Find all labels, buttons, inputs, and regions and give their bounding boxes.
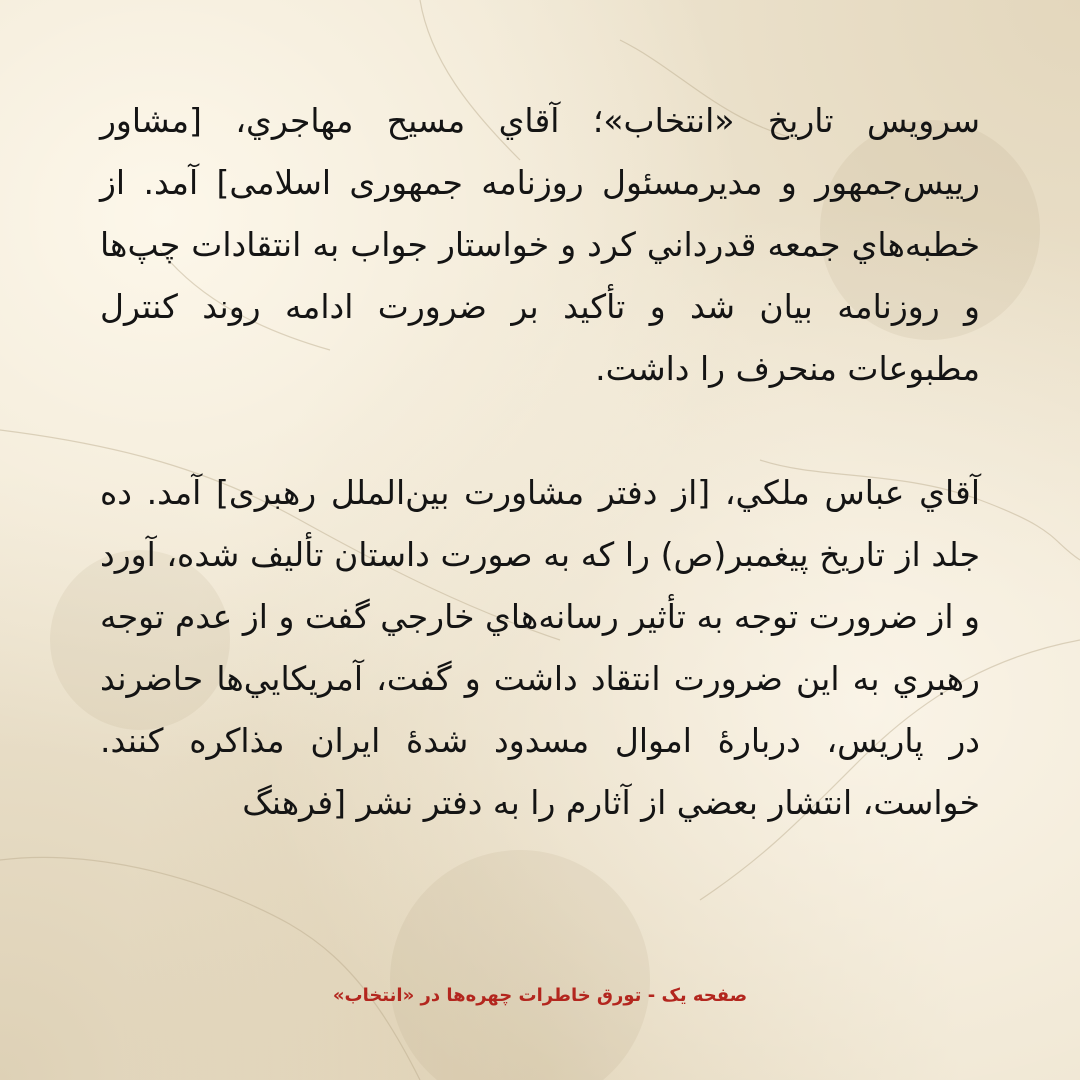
page-footer-caption: صفحه یک - تورق خاطرات چهره‌ها در «انتخاب»: [332, 985, 748, 1006]
paragraph-1: سرویس تاریخ «انتخاب»؛ آقاي مسیح مهاجري، [مشاور رییس‌جمهور و مدیرمسئول روزنامه جمهوری اسلامی] آمد. از خطبه‌هاي جمعه قدرداني کرد و خواستار جواب به انتقادات چپ‌ها و روزنامه بیان شد و تأکید بر ضرورت ادامه روند کنترل مطبوعات منحرف را داشت.: [100, 101, 980, 388]
paragraph-2: آقاي عباس ملکي، [از دفتر مشاورت بین‌الملل رهبری] آمد. ده جلد از تاریخ پیغمبر(ص) را که به صورت داستان تألیف شده، آورد و از ضرورت توجه به تأثیر رسانه‌هاي خارجي گفت و از عدم توجه رهبري به این ضرورت انتقاد داشت و گفت، آمریکایي‌ها حاضرند در پاریس، دربارۀ اموال مسدود شدۀ ایران مذاکره کنند. خواست، انتشار بعضي از آثارم را به دفتر نشر [فرهنگ: [100, 473, 980, 822]
memoir-text: [100, 90, 980, 960]
